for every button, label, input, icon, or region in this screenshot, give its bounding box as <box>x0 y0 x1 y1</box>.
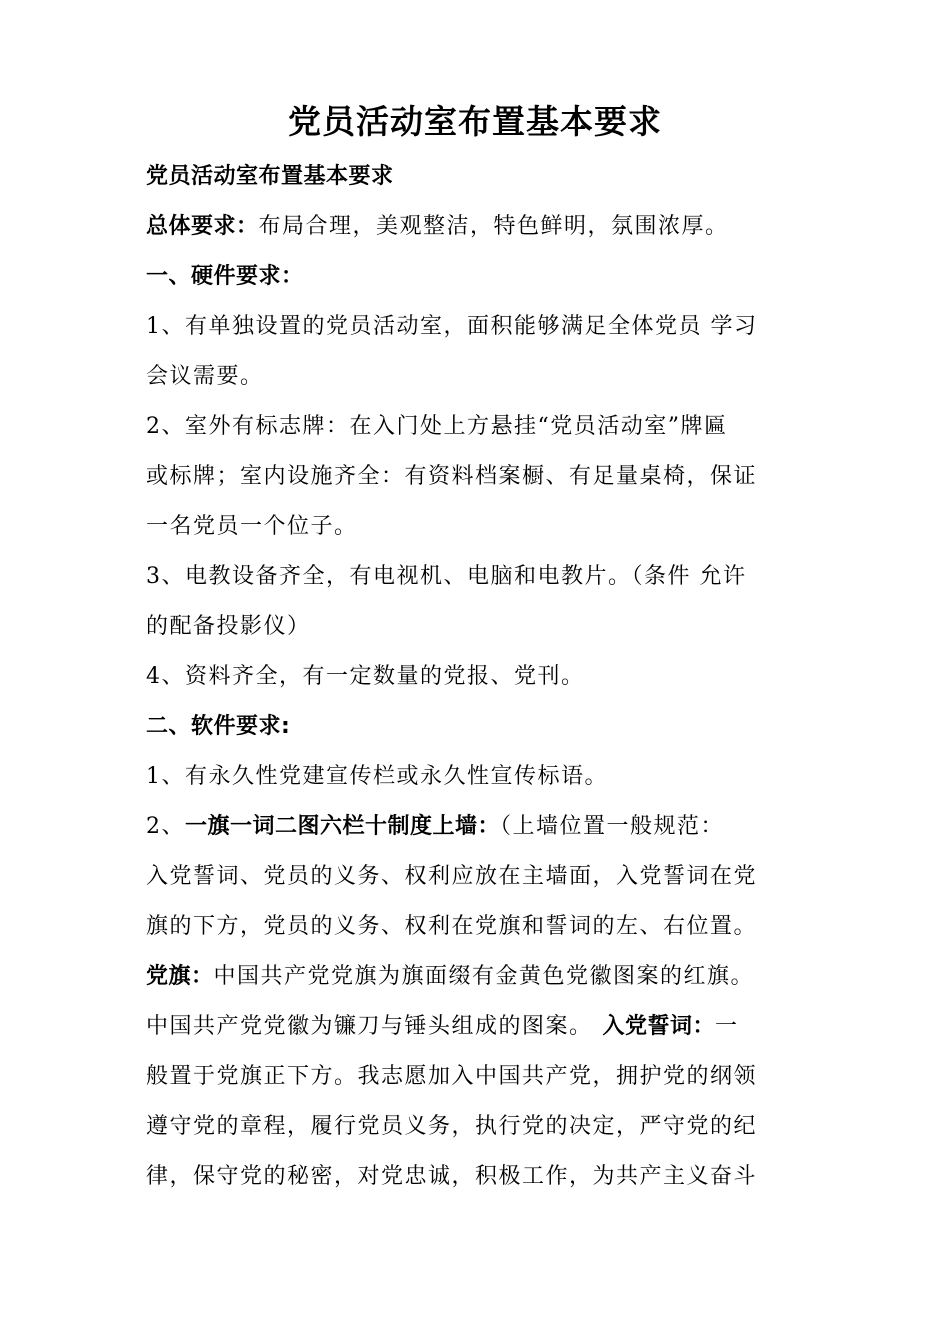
hardware-heading: 一、硬件要求： <box>146 264 304 289</box>
hardware-item-2-line-2: 或标牌；室内设施齐全：有资料档案橱、有足量桌椅，保证 <box>146 464 758 489</box>
overall-text: 布局合理，美观整洁，特色鲜明，氛围浓厚。 <box>258 214 729 239</box>
software-item-1: 1、有永久性党建宣传栏或永久性宣传标语。 <box>146 764 608 789</box>
oath-line-3: 遵守党的章程，履行党员义务，执行党的决定，严守党的纪 <box>146 1114 758 1139</box>
document-title: 党员活动室布置基本要求 <box>288 102 662 141</box>
software-item-2-line-2: 入党誓词、党员的义务、权利应放在主墙面，入党誓词在党 <box>146 864 758 889</box>
party-flag-label: 党旗： <box>146 964 214 989</box>
software-item-2-line-3: 旗的下方，党员的义务、权利在党旗和誓词的左、右位置。 <box>146 914 758 939</box>
hardware-item-3-line-2: 的配备投影仪） <box>146 614 311 639</box>
subtitle: 党员活动室布置基本要求 <box>146 164 394 189</box>
hardware-item-1-line-1: 1、有单独设置的党员活动室，面积能够满足全体党员 学习 <box>146 314 758 339</box>
hardware-item-2-line-1: 2、室外有标志牌：在入门处上方悬挂“党员活动室”牌匾 <box>146 414 728 439</box>
oath-label: 入党誓词： <box>602 1014 716 1039</box>
hardware-item-4: 4、资料齐全，有一定数量的党报、党刊。 <box>146 664 585 689</box>
overall-label: 总体要求： <box>146 214 259 239</box>
oath-line-4: 律，保守党的秘密，对党忠诚，积极工作，为共产主义奋斗 <box>146 1164 758 1189</box>
hardware-item-1-line-2: 会议需要。 <box>146 364 264 389</box>
software-item-2-prefix: 2、 <box>146 814 185 839</box>
party-flag-text: 中国共产党党旗为旗面缀有金黄色党徽图案的红旗。 <box>213 964 755 989</box>
software-item-2-bold: 一旗一词二图六栏十制度上墙： <box>185 814 501 839</box>
document-body <box>146 152 808 1202</box>
party-emblem-line <box>146 1002 808 1052</box>
software-item-2-rest: （上墙位置一般规范： <box>500 814 725 839</box>
oath-line-2: 般置于党旗正下方。我志愿加入中国共产党，拥护党的纲领 <box>146 1064 758 1089</box>
party-emblem-text: 中国共产党党徽为镰刀与锤头组成的图案。 <box>146 1014 593 1039</box>
software-heading: 二、软件要求: <box>146 714 291 739</box>
party-flag-paragraph <box>146 952 808 1002</box>
hardware-item-2-line-3: 一名党员一个位子。 <box>146 514 358 539</box>
software-item-2-line-1 <box>146 802 808 852</box>
overall-requirements <box>146 202 808 252</box>
hardware-item-3-line-1: 3、电教设备齐全，有电视机、电脑和电教片。（条件 允许 <box>146 564 747 589</box>
oath-text-start: 一 <box>715 1014 739 1039</box>
